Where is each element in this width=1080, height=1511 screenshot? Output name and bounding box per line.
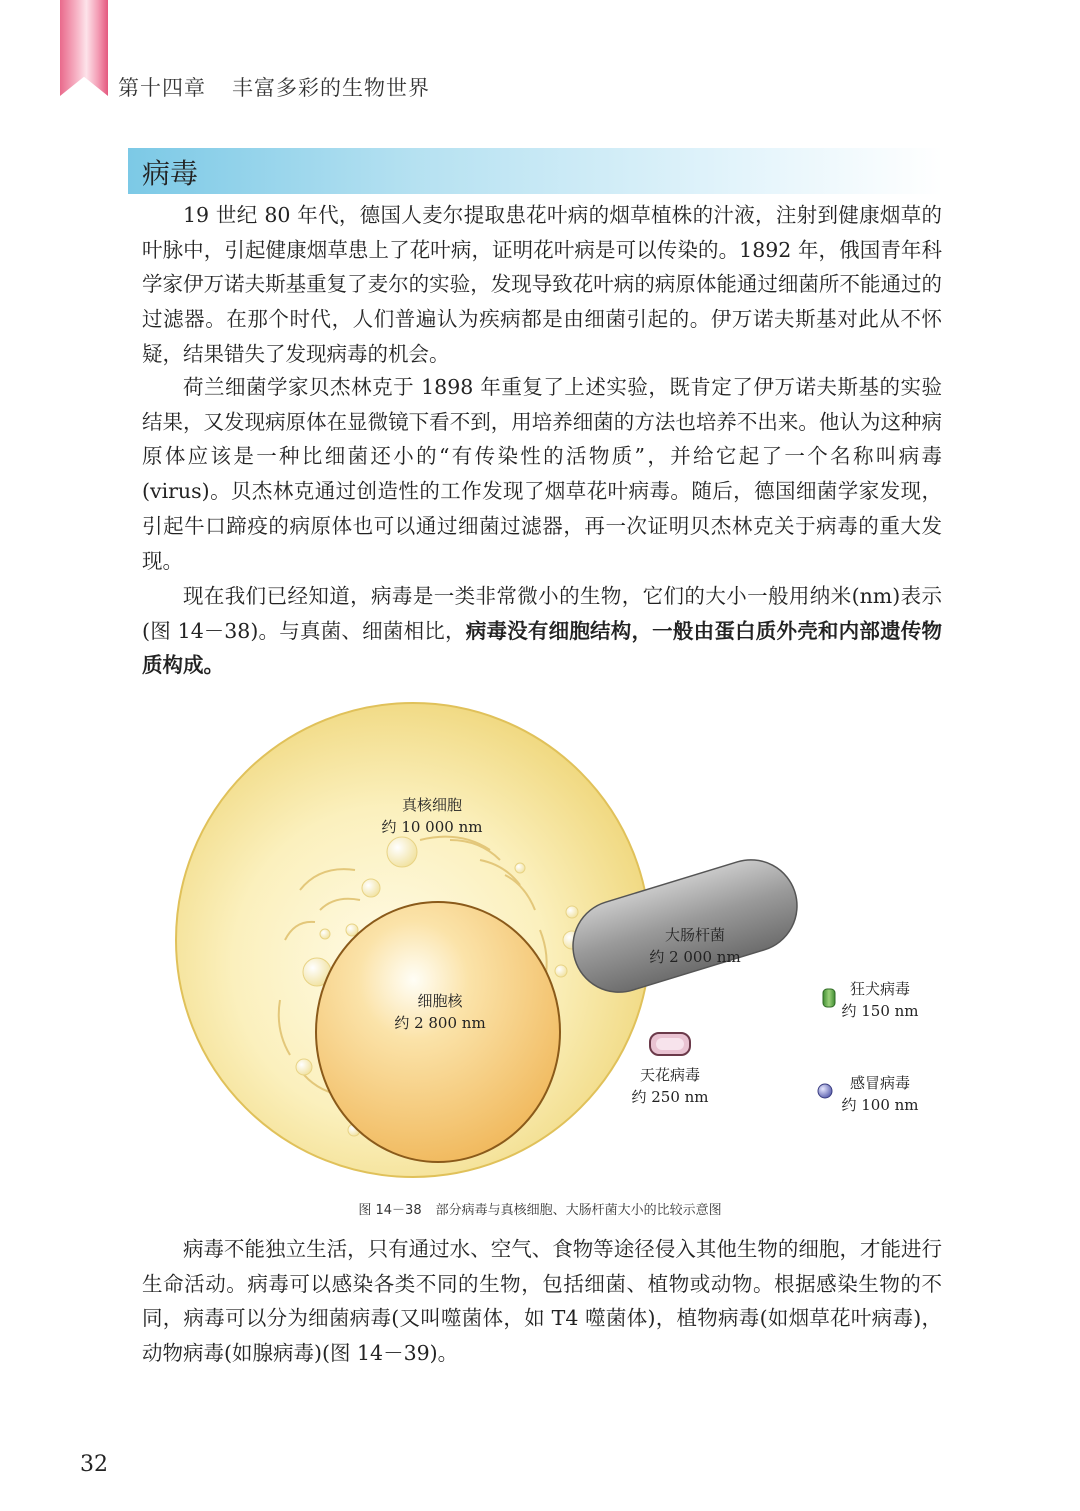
paragraph-1: 19 世纪 80 年代，德国人麦尔提取患花叶病的烟草植株的汁液，注射到健康烟草的叶脉中，引起健康烟草患上了花叶病，证明花叶病是可以传染的。1892 年，俄国青年科学家伊万诺夫斯基重复了麦尔的实验，发现导致花叶病的病原体能通过细菌所不能通过的过滤器。在那个时代，人们普遍认为疾病都是由细菌引起的。伊万诺夫斯基对此从不怀疑，结果错失了发现病毒的机会。 [142,203,942,366]
eukaryotic-cell-label [372,794,492,838]
smallpox-name: 天花病毒 [639,1066,700,1084]
eukaryotic-cell-name: 真核细胞 [401,796,462,814]
figure-caption [0,1199,1080,1218]
paragraph-3-text: 现在我们已经知道，病毒是一类非常微小的生物，它们的大小一般用纳米(nm)表示(图 14－38)。与真菌、细菌相比， [142,584,942,643]
section-title: 病毒 [142,157,199,190]
influenza-size: 约 100 nm [841,1096,919,1114]
figure-caption-text: 部分病毒与真核细胞、大肠杆菌大小的比较示意图 [435,1203,722,1218]
chapter-number: 第十四章 [118,76,206,100]
page-number: 32 [80,1452,108,1477]
nucleus-size: 约 2 800 nm [394,1014,486,1032]
smallpox-size: 约 250 nm [631,1088,709,1106]
paragraph-2: 荷兰细菌学家贝杰林克于 1898 年重复了上述实验，既肯定了伊万诺夫斯基的实验结果，又发现病原体在显微镜下看不到，用培养细菌的方法也培养不出来。他认为这种病原体应该是一种比细菌还小的“有传染性的活物质”，并给它起了一个名称叫病毒(virus)。贝杰林克通过创造性的工作发现了烟草花叶病毒。随后，德国细菌学家发现，引起牛口蹄疫的病原体也可以通过细菌过滤器，再一次证明贝杰林克关于病毒的重大发现。 [142,375,942,573]
rabies-name: 狂犬病毒 [849,980,910,998]
rabies-label [830,978,930,1022]
chapter-title: 丰富多彩的生物世界 [232,76,430,100]
smallpox-label [620,1064,720,1108]
nucleus-label [380,990,500,1034]
influenza-name: 感冒病毒 [849,1074,910,1092]
rabies-size: 约 150 nm [841,1002,919,1020]
figure-caption-number: 图 14－38 [358,1203,422,1218]
chapter-ribbon [60,0,108,96]
chapter-header [118,72,430,102]
ecoli-name: 大肠杆菌 [664,926,725,944]
nucleus-name: 细胞核 [417,992,463,1010]
ecoli-label [635,924,755,968]
size-comparison-figure [0,700,1080,1200]
ecoli-size: 约 2 000 nm [649,948,741,966]
size-comparison-illustration [0,700,1080,1200]
paragraph-3 [142,579,942,683]
paragraph-3-bold-text: 病毒没有细胞结构，一般由蛋白质外壳和内部遗传物质构成。 [142,618,943,678]
section-title-bar [128,148,943,194]
smallpox-virus [650,1033,690,1055]
eukaryotic-cell-size: 约 10 000 nm [381,818,483,836]
paragraph-4: 病毒不能独立生活，只有通过水、空气、食物等途径侵入其他生物的细胞，才能进行生命活动。病毒可以感染各类不同的生物，包括细菌、植物或动物。根据感染生物的不同，病毒可以分为细菌病毒(又叫噬菌体，如 T4 噬菌体)，植物病毒(如烟草花叶病毒)，动物病毒(如腺病毒)(图 14－39)。 [142,1237,942,1366]
influenza-label [830,1072,930,1116]
